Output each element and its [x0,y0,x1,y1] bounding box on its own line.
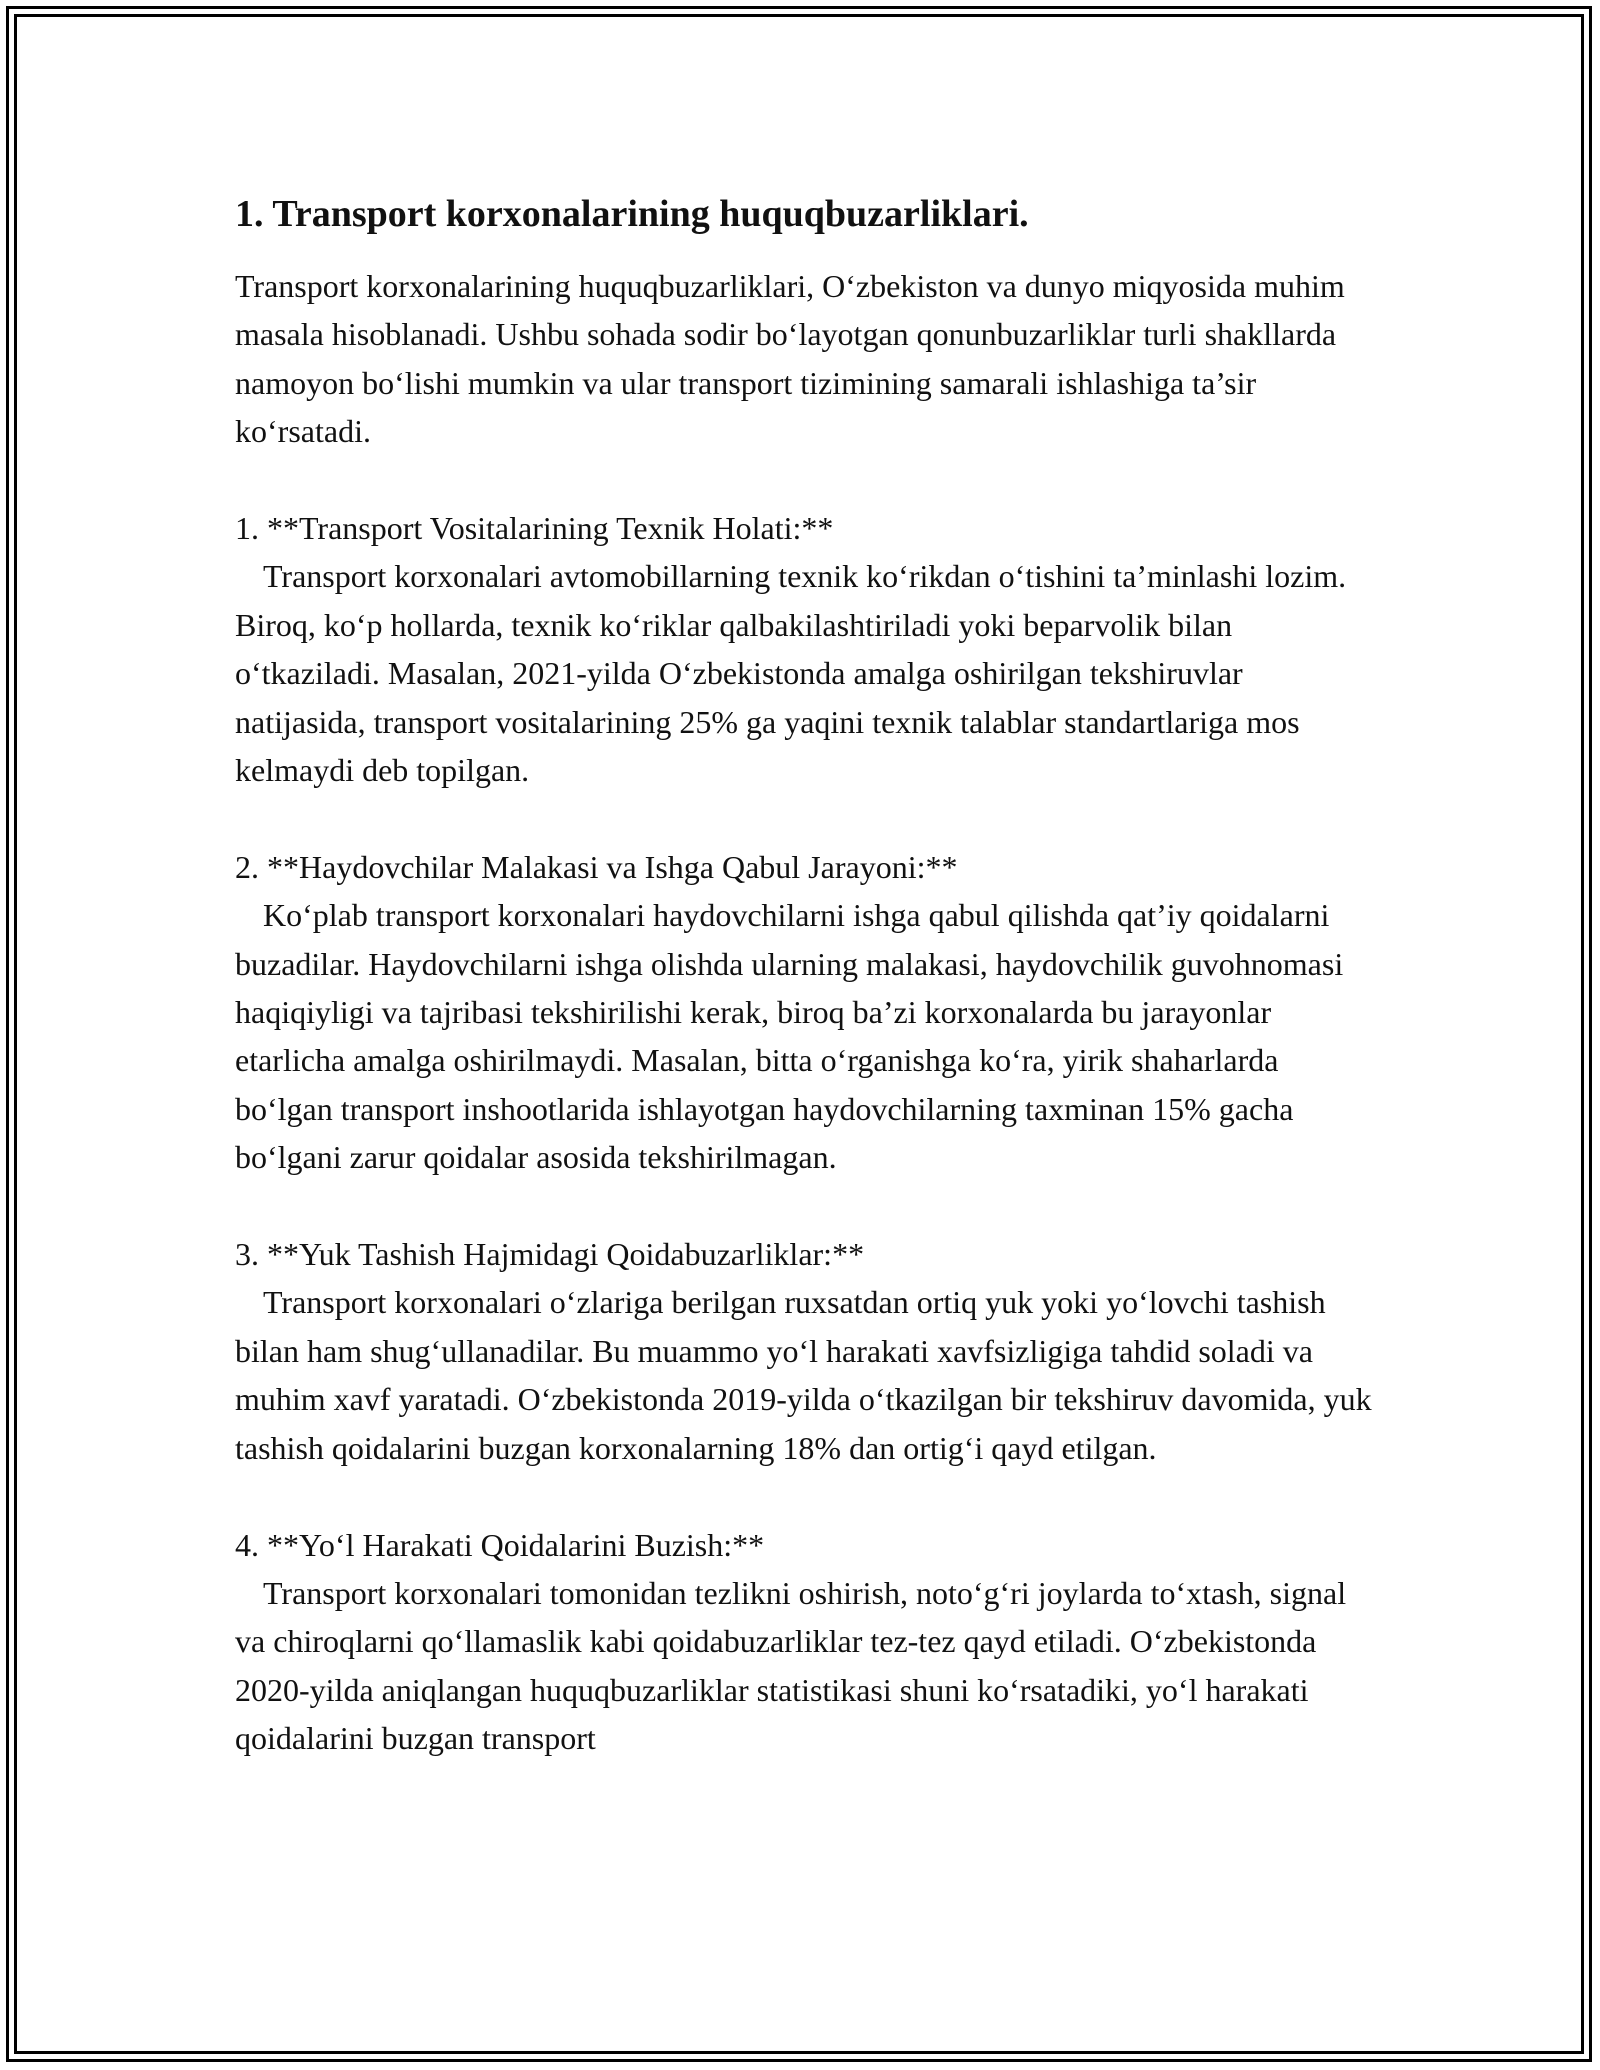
section-4-body [235,1569,1375,1763]
section-1-body [235,552,1375,794]
section-2-heading: 2. **Haydovchilar Malakasi va Ishga Qabul Jarayoni:** [235,848,958,885]
section-2-body [235,891,1375,1181]
section-3-body [235,1278,1375,1472]
section-1-heading: 1. **Transport Vositalarining Texnik Holati:** [235,510,834,547]
intro-paragraph: Transport korxonalarining huquqbuzarliklari, O‘zbekiston va dunyo miqyosida muhim masala hisoblanadi. Ushbu sohada sodir bo‘layotgan qonunbuzarliklar turli shakllarda namoyon bo‘lishi mumkin va ular transport tizimining samarali ishlashiga ta’sir ko‘rsatadi. [235,268,1345,450]
section-3-text: Transport korxonalari o‘zlariga berilgan ruxsatdan ortiq yuk yoki yo‘lovchi tashish bilan ham shug‘ullanadilar. Bu muammo yo‘l harakati xavfsizligiga tahdid soladi va muhim xavf yaratadi. O‘zbekistonda 2019-yilda o‘tkazilgan bir tekshiruv davomida, yuk tashish qoidalarini buzgan korxonalarning 18% dan ortig‘i qayd etilgan. [235,1284,1372,1466]
section-4-heading: 4. **Yo‘l Harakati Qoidalarini Buzish:** [235,1526,765,1563]
section-4-text: Transport korxonalari tomonidan tezlikni oshirish, noto‘g‘ri joylarda to‘xtash, signal va chiroqlarni qo‘llamaslik kabi qoidabuzarliklar tez-tez qayd etiladi. O‘zbekistonda 2020-yilda aniqlangan huquqbuzarliklar statistikasi shuni ko‘rsatadiki, yo‘l harakati qoidalarini buzgan transport [235,1574,1347,1757]
document-title: 1. Transport korxonalarining huquqbuzarliklari. [235,193,1029,235]
document-content [235,190,1375,1763]
section-3-heading: 3. **Yuk Tashish Hajmidagi Qoidabuzarliklar:** [235,1236,865,1273]
section-2-text: Ko‘plab transport korxonalari haydovchilarni ishga qabul qilishda qat’iy qoidalarni buzadilar. Haydovchilarni ishga olishda ularning malakasi, haydovchilik guvohnomasi haqiqiyligi va tajribasi tekshirilishi kerak, biroq ba’zi korxonalarda bu jarayonlar etarlicha amalga oshirilmaydi. Masalan, bitta o‘rganishga ko‘ra, yirik shaharlarda bo‘lgan transport inshootlarida ishlayotgan haydovchilarning taxminan 15% gacha bo‘lgani zarur qoidalar asosida tekshirilmagan. [235,897,1344,1176]
paragraph-gap [235,456,1375,504]
paragraph-gap [235,1182,1375,1230]
paragraph-gap [235,794,1375,842]
section-1-text: Transport korxonalari avtomobillarning texnik ko‘rikdan o‘tishini ta’minlashi lozim. Biroq, ko‘p hollarda, texnik ko‘riklar qalbakilashtiriladi yoki beparvolik bilan o‘tkaziladi. Masalan, 2021-yilda O‘zbekistonda amalga oshirilgan tekshiruvlar natijasida, transport vositalarining 25% ga yaqini texnik talablar standartlariga mos kelmaydi deb topilgan. [235,558,1347,789]
paragraph-gap [235,1472,1375,1520]
